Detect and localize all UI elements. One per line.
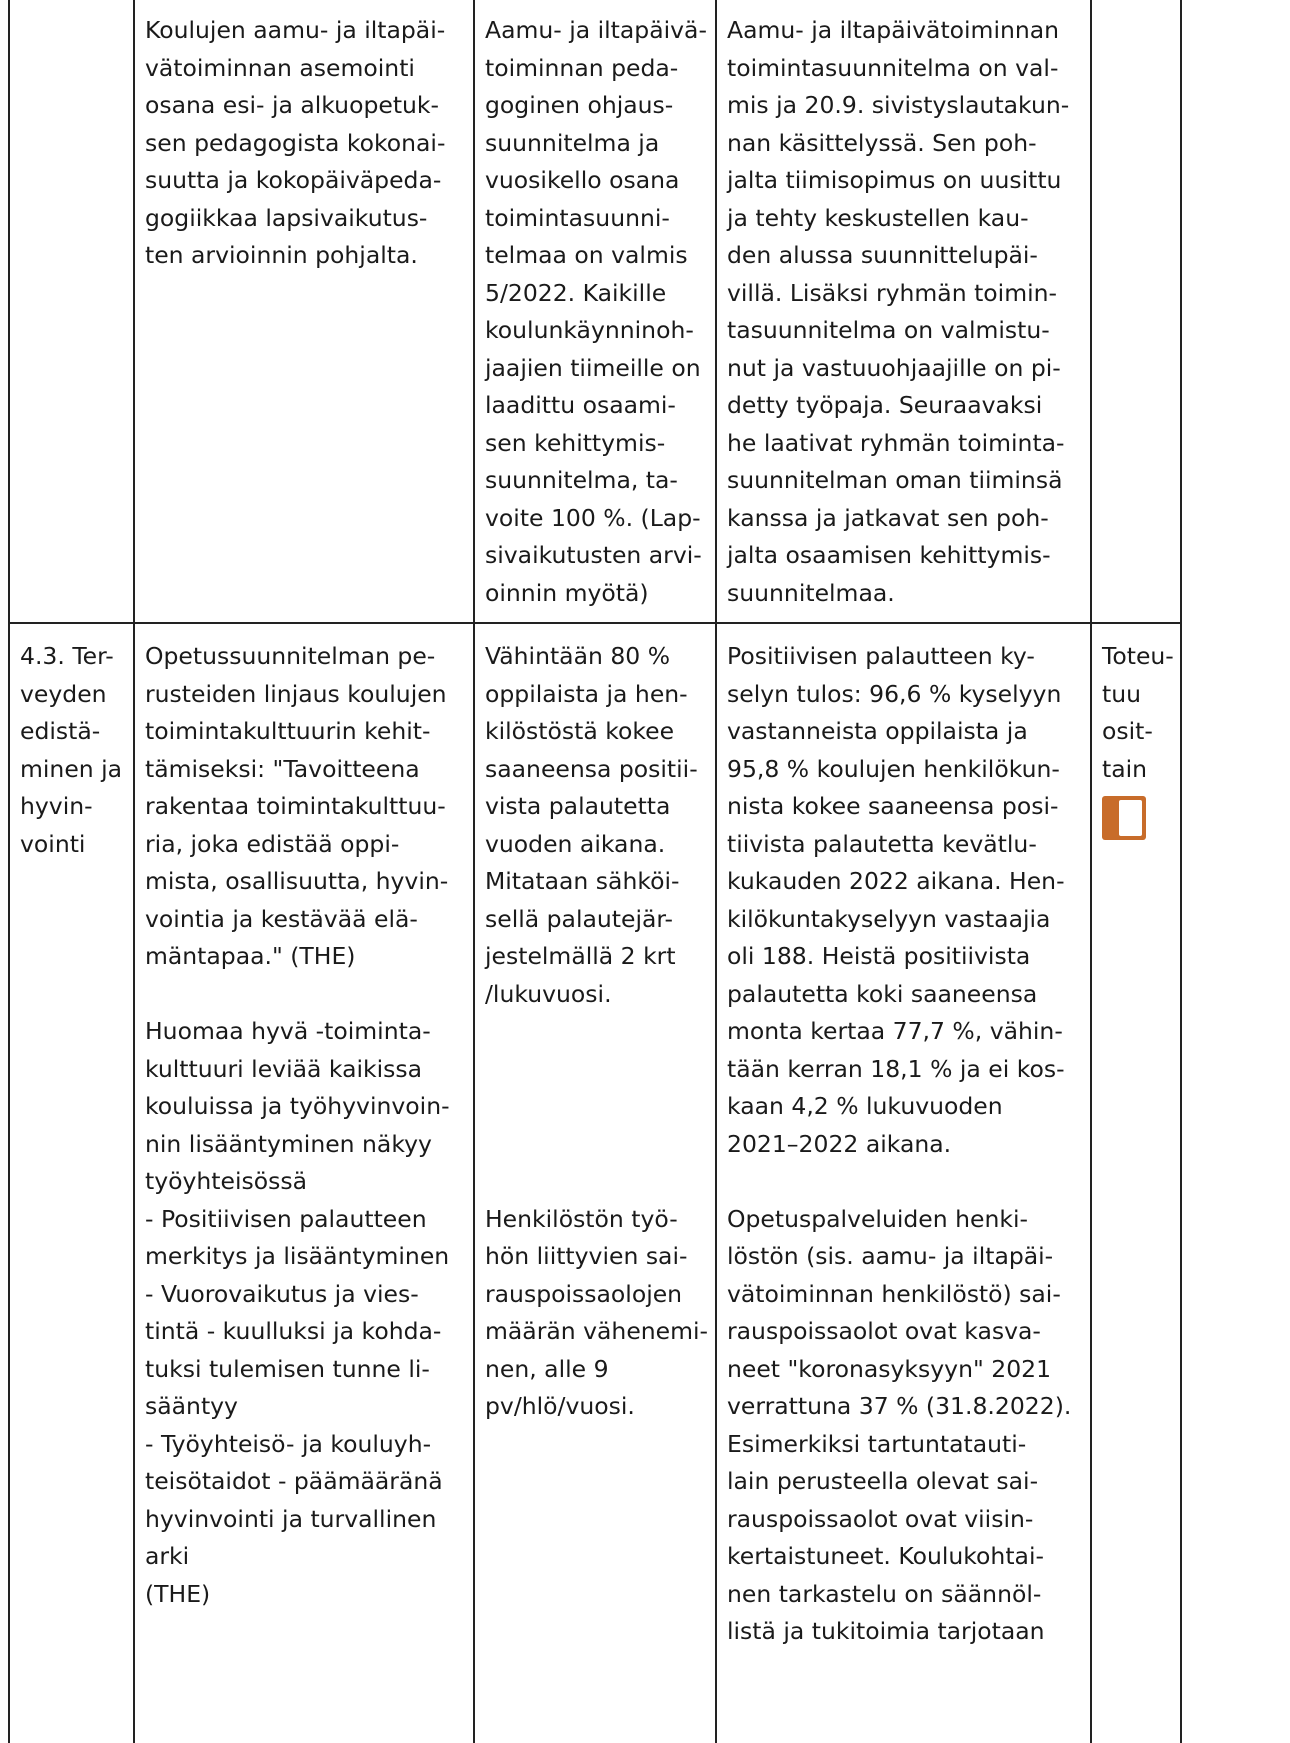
cell-text-line: työyhteisössä [145, 1167, 308, 1195]
cell-text-line: nen, alle 9 [485, 1354, 609, 1383]
cell-text-line: toiminnan peda- [485, 53, 679, 82]
cell-text-line: kilöstöstä kokee [485, 717, 675, 745]
cell-text-line: tämiseksi: "Tavoitteena [145, 754, 420, 783]
cell-text-line: osana esi- ja alkuopetuk- [145, 91, 440, 119]
cell-text-line: sellä palautejär- [485, 904, 674, 933]
table-row [9, 0, 1181, 623]
cell-text-line: kertaistuneet. Koulukohtai- [727, 1542, 1044, 1570]
cell-text-line: Opetuspalveluiden henki- [727, 1204, 1028, 1233]
cell-text-line: toimintakulttuurin kehit- [145, 717, 431, 745]
cell-text-line: jalta osaamisen kehittymis- [727, 541, 1051, 569]
cell-text-line: neet "koronasyksyyn" 2021 [727, 1354, 1052, 1383]
cell-text-line: osit- [1102, 717, 1153, 745]
cell-text-line: löstön (sis. aamu- ja iltapäi- [727, 1242, 1054, 1270]
cell-text-line: nen tarkastelu on säännöl- [727, 1579, 1042, 1608]
status-cell [1091, 623, 1181, 1743]
cell-text-line: Aamu- ja iltapäivä- [485, 16, 707, 44]
cell-text-line: oppilaista ja hen- [485, 679, 688, 708]
cell-text-line: 4.3. Ter- [20, 642, 114, 670]
cell-text-line: vuoden aikana. [485, 829, 666, 858]
cell-text-line: Esimerkiksi tartuntatauti- [727, 1429, 1027, 1458]
cell-text-line: vista palautetta [485, 792, 671, 820]
cell-text-line: monta kertaa 77,7 %, vähin- [727, 1017, 1063, 1045]
cell-text-line: teisötaidot - päämääränä [145, 1467, 443, 1495]
topic-cell [9, 0, 134, 623]
cell-text-line: sääntyy [145, 1392, 238, 1420]
cell-text-line: nin lisääntyminen näkyy [145, 1129, 432, 1158]
cell-text-line: telmaa on valmis [485, 241, 688, 269]
cell-text-line: vointia ja kestävää elä- [145, 904, 418, 933]
cell-text-line: pv/hlö/vuosi. [485, 1392, 635, 1420]
cell-text-line: 5/2022. Kaikille [485, 278, 667, 307]
cell-text-line: suunnitelman oman tiiminsä [727, 466, 1063, 494]
cell-text-line: villä. Lisäksi ryhmän toimin- [727, 278, 1057, 307]
cell-text-line: nan käsittelyssä. Sen poh- [727, 128, 1037, 157]
cell-text-line: mista, osallisuutta, hyvin- [145, 867, 449, 895]
table-row [9, 623, 1181, 1743]
cell-text-line: arki [145, 1542, 190, 1570]
cell-text-line: kukauden 2022 aikana. Hen- [727, 867, 1065, 895]
cell-text-line: edistä- [20, 717, 101, 745]
cell-text-line: sen pedagogista kokonai- [145, 128, 446, 157]
cell-text-line: vätoiminnan asemointi [145, 53, 415, 82]
cell-text-line: vointi [20, 829, 86, 858]
result-cell [716, 0, 1091, 623]
cell-text-line: laadittu osaami- [485, 391, 676, 419]
cell-text-line: jaajien tiimeille on [485, 353, 701, 382]
cell-text-line: tain [1102, 754, 1148, 783]
cell-text-line: Vähintään 80 % [485, 642, 671, 670]
evaluation-table [8, 0, 1182, 1743]
cell-text-line: Koulujen aamu- ja iltapäi- [145, 16, 446, 44]
cell-text-line: veyden [20, 679, 107, 708]
cell-text-line: toimintasuunni- [485, 203, 670, 232]
cell-text-line: määrän vähenemi- [485, 1317, 709, 1345]
cell-text-line: Toteu- [1102, 642, 1174, 670]
cell-text-line: oinnin myötä) [485, 578, 649, 607]
cell-text-line: kouluissa ja työhyvinvoin- [145, 1092, 450, 1120]
cell-text-line: Aamu- ja iltapäivätoiminnan [727, 16, 1060, 44]
goal-cell [134, 623, 474, 1743]
cell-text-line: suunnitelma ja [485, 128, 660, 157]
cell-text-line: tuksi tulemisen tunne li- [145, 1354, 430, 1383]
cell-text-line: vastanneista oppilaista ja [727, 717, 1028, 745]
cell-text-line: hyvinvointi ja turvallinen [145, 1504, 437, 1533]
cell-text-line: verrattuna 37 % (31.8.2022). [727, 1392, 1072, 1420]
cell-text-line: suutta ja kokopäiväpeda- [145, 166, 442, 194]
cell-text-line: rusteiden linjaus koulujen [145, 679, 447, 708]
cell-text-line: he laativat ryhmän toiminta- [727, 428, 1065, 457]
cell-text-line: hön liittyvien sai- [485, 1242, 688, 1270]
cell-text-line: oli 188. Heistä positiivista [727, 942, 1031, 970]
cell-text-line: rakentaa toimintakulttuu- [145, 792, 446, 820]
cell-text-line: 2021–2022 aikana. [727, 1129, 952, 1158]
cell-text-line: Positiivisen palautteen ky- [727, 642, 1035, 670]
cell-text-line: ja tehty keskustellen kau- [727, 203, 1029, 232]
cell-text-line: goginen ohjaus- [485, 91, 674, 119]
cell-text-line: - Työyhteisö- ja kouluyh- [145, 1429, 432, 1458]
cell-text-line: tasuunnitelma on valmistu- [727, 316, 1050, 344]
cell-text-line: koulunkäynninoh- [485, 316, 694, 344]
cell-text-line: detty työpaja. Seuraavaksi [727, 391, 1043, 419]
cell-text-line: kilökuntakyselyyn vastaajia [727, 904, 1051, 933]
cell-text-line: hyvin- [20, 792, 93, 820]
cell-text-line: voite 100 %. (Lap- [485, 503, 701, 532]
cell-text-line: jestelmällä 2 krt [485, 942, 676, 970]
cell-text-line: sivaikutusten arvi- [485, 541, 702, 569]
cell-text-line: saaneensa positii- [485, 754, 698, 783]
topic-cell [9, 623, 134, 1743]
goal-cell [134, 0, 474, 623]
cell-text-line: merkitys ja lisääntyminen [145, 1242, 450, 1270]
cell-text-line: 95,8 % koulujen henkilökun- [727, 754, 1060, 783]
cell-text-line: mis ja 20.9. sivistyslautakun- [727, 91, 1070, 119]
measure-cell [474, 0, 716, 623]
cell-text-line: listä ja tukitoimia tarjotaan [727, 1617, 1045, 1645]
cell-text-line: suunnitelmaa. [727, 578, 895, 607]
status-cell [1091, 0, 1181, 623]
cell-text-line: jalta tiimisopimus on uusittu [727, 166, 1062, 194]
cell-text-line: vätoiminnan henkilöstö) sai- [727, 1279, 1061, 1308]
cell-text-line: Opetussuunnitelman pe- [145, 642, 436, 670]
cell-text-line: gogiikkaa lapsivaikutus- [145, 203, 428, 232]
cell-text-line: nista kokee saaneensa posi- [727, 792, 1059, 820]
cell-text-line: mäntapaa." (THE) [145, 942, 356, 970]
cell-text-line: Mitataan sähköi- [485, 867, 680, 895]
cell-text-line: /lukuvuosi. [485, 979, 612, 1008]
cell-text-line: den alussa suunnittelupäi- [727, 241, 1038, 269]
cell-text-line: lain perusteella olevat sai- [727, 1467, 1039, 1495]
cell-text-line: vuosikello osana [485, 166, 680, 194]
cell-text-line: tuu [1102, 679, 1142, 708]
cell-text-line: suunnitelma, ta- [485, 466, 678, 494]
cell-text-line: ria, joka edistää oppi- [145, 829, 400, 858]
cell-text-line: kanssa ja jatkavat sen poh- [727, 503, 1049, 532]
cell-text-line: rauspoissaolot ovat kasva- [727, 1317, 1041, 1345]
cell-text-line: Huomaa hyvä -toiminta- [145, 1017, 431, 1045]
cell-text-line: - Positiivisen palautteen [145, 1204, 427, 1233]
result-cell [716, 623, 1091, 1743]
measure-cell [474, 623, 716, 1743]
half-filled-status-icon [1102, 796, 1146, 840]
cell-text-line: minen ja [20, 754, 123, 783]
cell-text-line: kaan 4,2 % lukuvuoden [727, 1092, 1003, 1120]
cell-text-line: palautetta koki saaneensa [727, 979, 1038, 1008]
cell-text-line: tintä - kuulluksi ja kohda- [145, 1317, 442, 1345]
cell-text-line: rauspoissaolojen [485, 1279, 683, 1308]
cell-text-line: ten arvioinnin pohjalta. [145, 241, 418, 269]
cell-text-line: tiivista palautetta kevätlu- [727, 829, 1037, 858]
cell-text-line: (THE) [145, 1579, 211, 1608]
cell-text-line: tään kerran 18,1 % ja ei kos- [727, 1054, 1065, 1083]
cell-text-line: nut ja vastuuohjaajille on pi- [727, 353, 1061, 382]
cell-text-line: selyn tulos: 96,6 % kyselyyn [727, 679, 1062, 708]
cell-text-line: toimintasuunnitelma on val- [727, 53, 1059, 82]
cell-text-line: sen kehittymis- [485, 428, 666, 457]
cell-text-line: - Vuorovaikutus ja vies- [145, 1279, 419, 1308]
cell-text-line: Henkilöstön työ- [485, 1204, 678, 1233]
cell-text-line: rauspoissaolot ovat viisin- [727, 1504, 1034, 1533]
cell-text-line: kulttuuri leviää kaikissa [145, 1054, 423, 1083]
